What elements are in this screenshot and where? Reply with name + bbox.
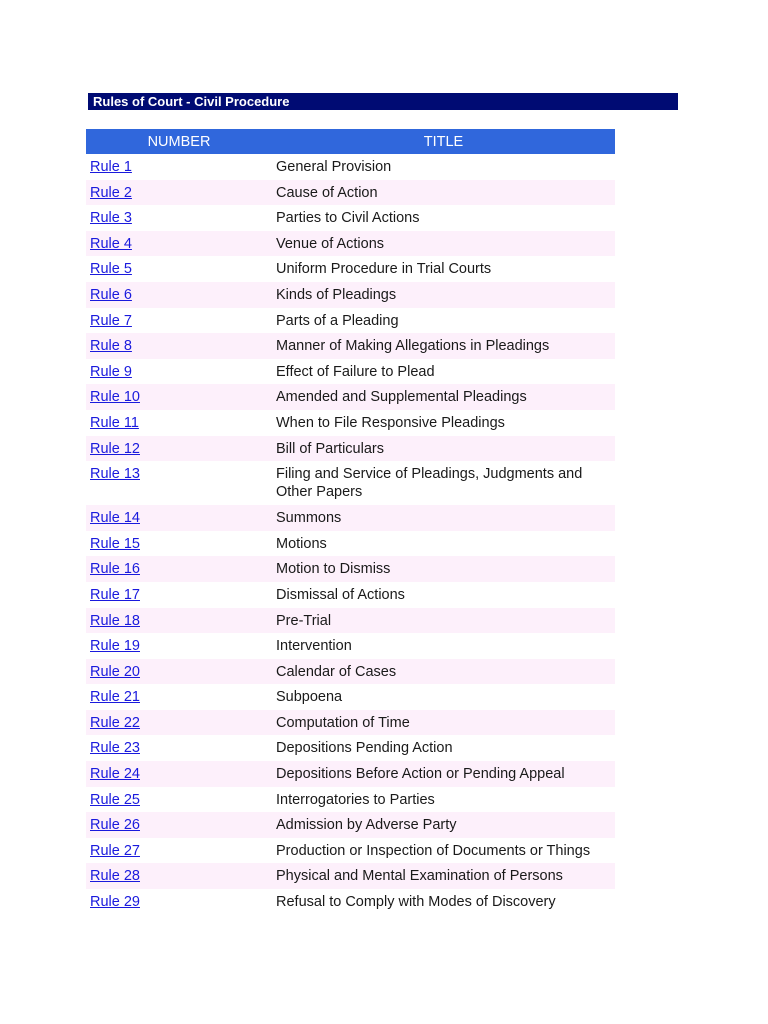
rule-number-cell [86, 531, 272, 557]
rule-link[interactable]: Rule 18 [90, 612, 140, 629]
table-row [86, 761, 615, 787]
rule-number-cell [86, 684, 272, 710]
rule-title-cell: Depositions Before Action or Pending Appeal [272, 761, 615, 787]
table-header-row [86, 129, 615, 154]
rule-link[interactable]: Rule 21 [90, 689, 140, 706]
rule-link[interactable]: Rule 23 [90, 740, 140, 757]
rule-title-cell: Calendar of Cases [272, 659, 615, 685]
rule-title-cell: Refusal to Comply with Modes of Discovery [276, 894, 556, 911]
rule-number-cell [86, 410, 272, 436]
rule-link[interactable]: Rule 11 [90, 414, 139, 431]
table-row [86, 863, 615, 889]
rule-number-cell [86, 608, 272, 634]
rule-title-cell: General Provision [276, 159, 392, 175]
rule-title-cell: Admission by Adverse Party [272, 812, 615, 838]
rule-title-cell: Physical and Mental Examination of Persons [272, 863, 615, 889]
table-row [86, 659, 615, 685]
rule-number-cell [86, 333, 272, 359]
column-header-title: TITLE [272, 129, 615, 154]
rule-title-cell: Production or Inspection of Documents or Things [276, 842, 591, 859]
table-row [86, 838, 615, 864]
table-row [86, 608, 615, 634]
rule-number-cell [86, 180, 272, 206]
rule-title-cell: Motion to Dismiss [272, 556, 615, 582]
rule-number-cell [86, 633, 272, 659]
table-row [86, 633, 615, 659]
table-row [86, 684, 615, 710]
rule-number-cell [86, 659, 272, 685]
rule-number-cell [86, 461, 272, 505]
rule-title-cell: Motions [276, 535, 327, 552]
table-row [86, 256, 615, 282]
rule-link[interactable]: Rule 2 [90, 184, 132, 201]
rule-number-cell [86, 556, 272, 582]
table-row [86, 812, 615, 838]
rule-link[interactable]: Rule 5 [90, 261, 132, 278]
table-body [86, 154, 615, 915]
rule-number-cell [86, 889, 272, 915]
rule-number-cell [86, 735, 272, 761]
table-row [86, 154, 615, 180]
table-row [86, 889, 615, 915]
rule-link[interactable]: Rule 12 [90, 440, 140, 457]
rule-number-cell [86, 505, 272, 531]
table-row [86, 180, 615, 206]
rule-number-cell [86, 710, 272, 736]
table-row [86, 333, 615, 359]
rule-number-cell [86, 282, 272, 308]
rule-link[interactable]: Rule 3 [90, 210, 132, 227]
table-row [86, 231, 615, 257]
table-row [86, 582, 615, 608]
rules-table [86, 129, 615, 915]
rule-number-cell [86, 205, 272, 231]
rule-number-cell [86, 256, 272, 282]
rule-title-cell: Filing and Service of Pleadings, Judgments and Other Papers [276, 466, 583, 501]
table-row [86, 205, 615, 231]
rule-number-cell [86, 812, 272, 838]
rule-number-cell [86, 761, 272, 787]
rule-link[interactable]: Rule 17 [90, 586, 140, 603]
rule-title-cell: Effect of Failure to Plead [276, 363, 435, 380]
rule-title-cell: Depositions Pending Action [276, 740, 453, 757]
rule-title-cell: Parts of a Pleading [276, 312, 399, 329]
table-row [86, 556, 615, 582]
rule-link[interactable]: Rule 19 [90, 638, 140, 655]
rule-title-cell: Amended and Supplemental Pleadings [272, 384, 615, 410]
rule-number-cell [86, 154, 272, 180]
table-row [86, 531, 615, 557]
rule-title-cell: Kinds of Pleadings [272, 282, 615, 308]
rule-link[interactable]: Rule 15 [90, 535, 140, 552]
rule-title-cell: Uniform Procedure in Trial Courts [276, 261, 492, 278]
rule-link[interactable]: Rule 29 [90, 894, 140, 911]
table-row [86, 410, 615, 436]
rule-link[interactable]: Rule 27 [90, 842, 140, 859]
rule-link[interactable]: Rule 16 [90, 561, 140, 578]
rule-number-cell [86, 359, 272, 385]
rule-title-cell: Bill of Particulars [272, 436, 615, 462]
rule-number-cell [86, 308, 272, 334]
rule-number-cell [86, 582, 272, 608]
table-row [86, 308, 615, 334]
rule-link[interactable]: Rule 22 [90, 714, 140, 731]
rule-number-cell [86, 231, 272, 257]
table-row [86, 359, 615, 385]
table-row [86, 735, 615, 761]
rule-link[interactable]: Rule 9 [90, 363, 132, 380]
rule-link[interactable]: Rule 8 [90, 338, 132, 355]
rule-link[interactable]: Rule 10 [90, 389, 140, 406]
table-row [86, 461, 615, 505]
rule-link[interactable]: Rule 13 [90, 466, 140, 483]
rule-number-cell [86, 384, 272, 410]
table-row [86, 436, 615, 462]
rule-title-cell: When to File Responsive Pleadings [276, 414, 505, 431]
document-title: Rules of Court - Civil Procedure [88, 93, 678, 110]
table-row [86, 505, 615, 531]
rule-link[interactable]: Rule 4 [90, 235, 132, 252]
rule-link[interactable]: Rule 20 [90, 663, 140, 680]
table-row [86, 282, 615, 308]
rule-link[interactable]: Rule 25 [90, 791, 140, 808]
rule-number-cell [86, 787, 272, 813]
rule-link[interactable]: Rule 1 [90, 159, 132, 175]
rule-number-cell [86, 436, 272, 462]
rule-link[interactable]: Rule 26 [90, 817, 140, 834]
rule-title-cell: Manner of Making Allegations in Pleadings [272, 333, 615, 359]
rule-title-cell: Computation of Time [272, 710, 615, 736]
rule-link[interactable]: Rule 7 [90, 312, 132, 329]
rule-title-cell: Venue of Actions [272, 231, 615, 257]
rule-link[interactable]: Rule 24 [90, 766, 140, 783]
table-row [86, 384, 615, 410]
rule-link[interactable]: Rule 6 [90, 286, 132, 303]
table-row [86, 710, 615, 736]
rule-title-cell: Summons [272, 505, 615, 531]
rule-number-cell [86, 838, 272, 864]
rule-link[interactable]: Rule 14 [90, 510, 140, 527]
rule-title-cell: Cause of Action [272, 180, 615, 206]
rule-title-cell: Intervention [276, 638, 352, 655]
rule-title-cell: Subpoena [276, 689, 343, 706]
rule-title-cell: Parties to Civil Actions [276, 210, 420, 227]
rule-title-cell: Dismissal of Actions [276, 586, 405, 603]
column-header-number: NUMBER [86, 129, 272, 154]
rule-link[interactable]: Rule 28 [90, 868, 140, 885]
rule-title-cell: Pre-Trial [272, 608, 615, 634]
rule-number-cell [86, 863, 272, 889]
rule-title-cell: Interrogatories to Parties [276, 791, 435, 808]
table-row [86, 787, 615, 813]
